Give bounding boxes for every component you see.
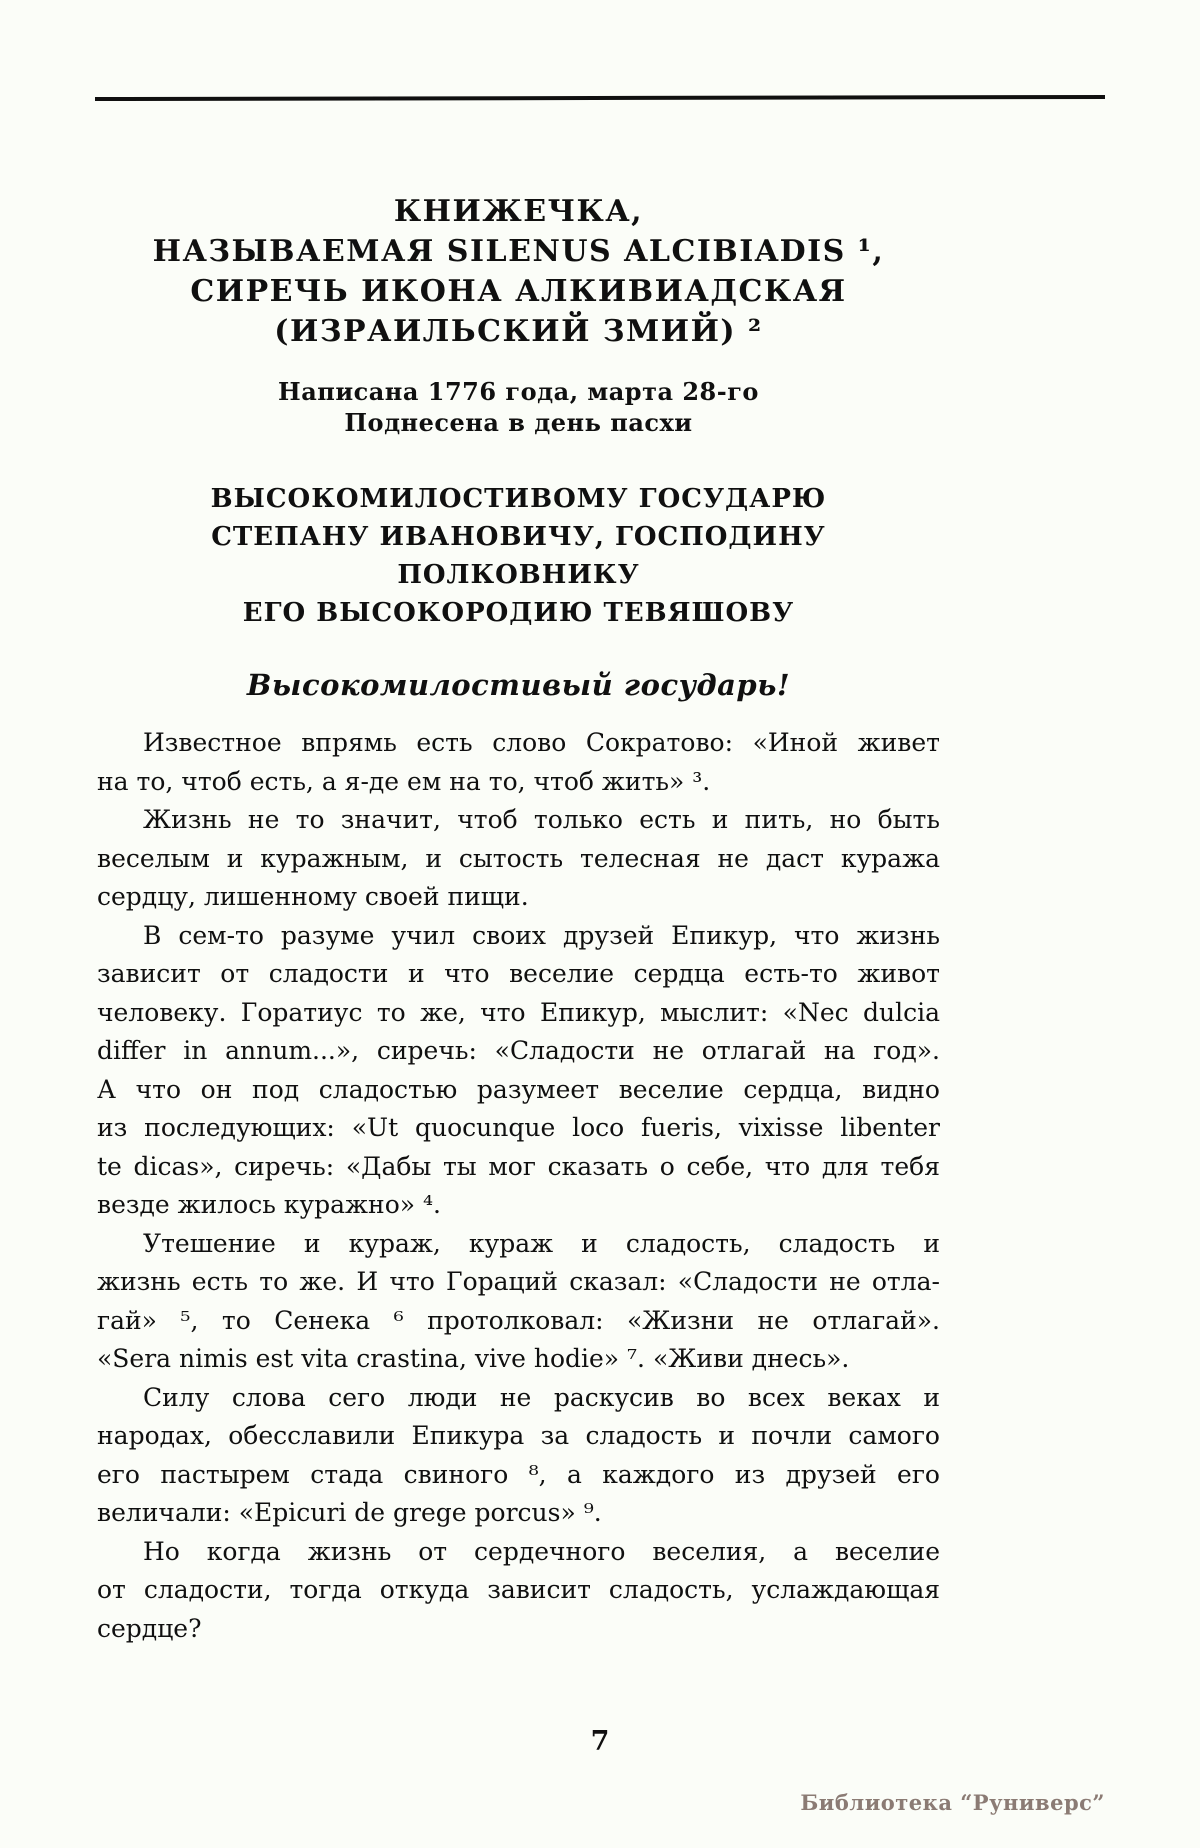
salutation: Высокомилостивый государь! — [246, 668, 791, 702]
paragraph — [97, 801, 940, 917]
body-line: Утешение и кураж, кураж и сладость, сладость и — [143, 1228, 940, 1258]
body-line: на то, чтоб есть, а я-де ем на то, чтоб жить» ³. — [97, 766, 711, 796]
library-watermark: Библиотека “Руниверс” — [800, 1790, 1105, 1815]
body-text — [97, 724, 940, 1648]
text-line: СТЕПАНУ ИВАНОВИЧУ, ГОСПОДИНУ ПОЛКОВНИКУ — [211, 522, 826, 590]
text-line: ВЫСОКОМИЛОСТИВОМУ ГОСУДАРЮ — [210, 484, 827, 514]
body-line: Но когда жизнь от сердечного веселия, а веселие — [143, 1536, 940, 1566]
body-line: веселым и куражным, и сытость телесная не даст куража — [97, 843, 940, 873]
text-line: СИРЕЧЬ ИКОНА АЛКИВИАДСКАЯ — [190, 274, 847, 309]
page-number: 7 — [590, 1726, 610, 1757]
body-line: из последующих: «Ut quocunque loco fueris, vixisse libenter — [97, 1113, 940, 1142]
body-line: сердцу, лишенному своей пищи. — [97, 882, 529, 911]
body-line: сердце? — [97, 1613, 202, 1643]
text-line: (ИЗРАИЛЬСКИЙ ЗМИЙ) ² — [274, 314, 763, 349]
body-line: В сем-то разуме учил своих друзей Епикур, что жизнь — [143, 920, 940, 950]
body-line: А что он под сладостью разумеет веселие сердца, видно — [97, 1074, 940, 1104]
body-line: Известное впрямь есть слово Сократово: «Иной живет — [143, 728, 940, 757]
paragraph — [97, 724, 940, 801]
paragraph — [97, 1533, 940, 1649]
body-line: Силу слова сего люди не раскусив во всех веках и — [143, 1382, 940, 1412]
body-line: differ in annum...», сиречь: «Сладости не отлагай на год». — [97, 1036, 940, 1065]
text-line: Написана 1776 года, марта 28-го — [278, 377, 759, 406]
body-line: народах, обесславили Епикура за сладость и почли самого — [97, 1421, 940, 1450]
body-line: от сладости, тогда откуда зависит сладость, услаждающая — [97, 1575, 940, 1604]
text-line: НАЗЫВАЕМАЯ SILENUS ALCIBIADIS ¹, — [152, 234, 885, 269]
text-column — [97, 0, 940, 1648]
dedication — [97, 480, 940, 632]
paragraph — [97, 1379, 940, 1533]
body-line: гай» ⁵, то Сенека ⁶ протолковал: «Жизни не отлагай». — [97, 1305, 940, 1335]
body-line: жизнь есть то же. И что Гораций сказал: «Сладости не отла- — [97, 1267, 940, 1296]
text-line: КНИЖЕЧКА, — [393, 194, 644, 229]
body-line: везде жилось куражно» ⁴. — [97, 1190, 441, 1219]
body-line: его пастырем стада свиного ⁸, а каждого из друзей его — [97, 1459, 940, 1489]
page-title — [97, 192, 940, 352]
body-line: «Sera nimis est vita crastina, vive hodie» ⁷. «Живи днесь». — [97, 1344, 850, 1373]
body-line: te dicas», сиречь: «Дабы ты мог сказать о себе, что для тебя — [97, 1151, 940, 1181]
paragraph — [97, 917, 940, 1225]
paragraph — [97, 1225, 940, 1379]
text-line: Поднесена в день пасхи — [344, 408, 693, 437]
body-line: величали: «Epicuri de grege porcus» ⁹. — [97, 1498, 602, 1527]
body-line: зависит от сладости и что веселие сердца есть-то живот — [97, 959, 940, 988]
date-subtitle — [97, 376, 940, 438]
body-line: Жизнь не то значит, чтоб только есть и пить, но быть — [143, 805, 940, 834]
body-line: человеку. Горатиус то же, что Епикур, мыслит: «Nec dulcia — [97, 997, 940, 1027]
text-line: ЕГО ВЫСОКОРОДИЮ ТЕВЯШОВУ — [242, 598, 795, 628]
